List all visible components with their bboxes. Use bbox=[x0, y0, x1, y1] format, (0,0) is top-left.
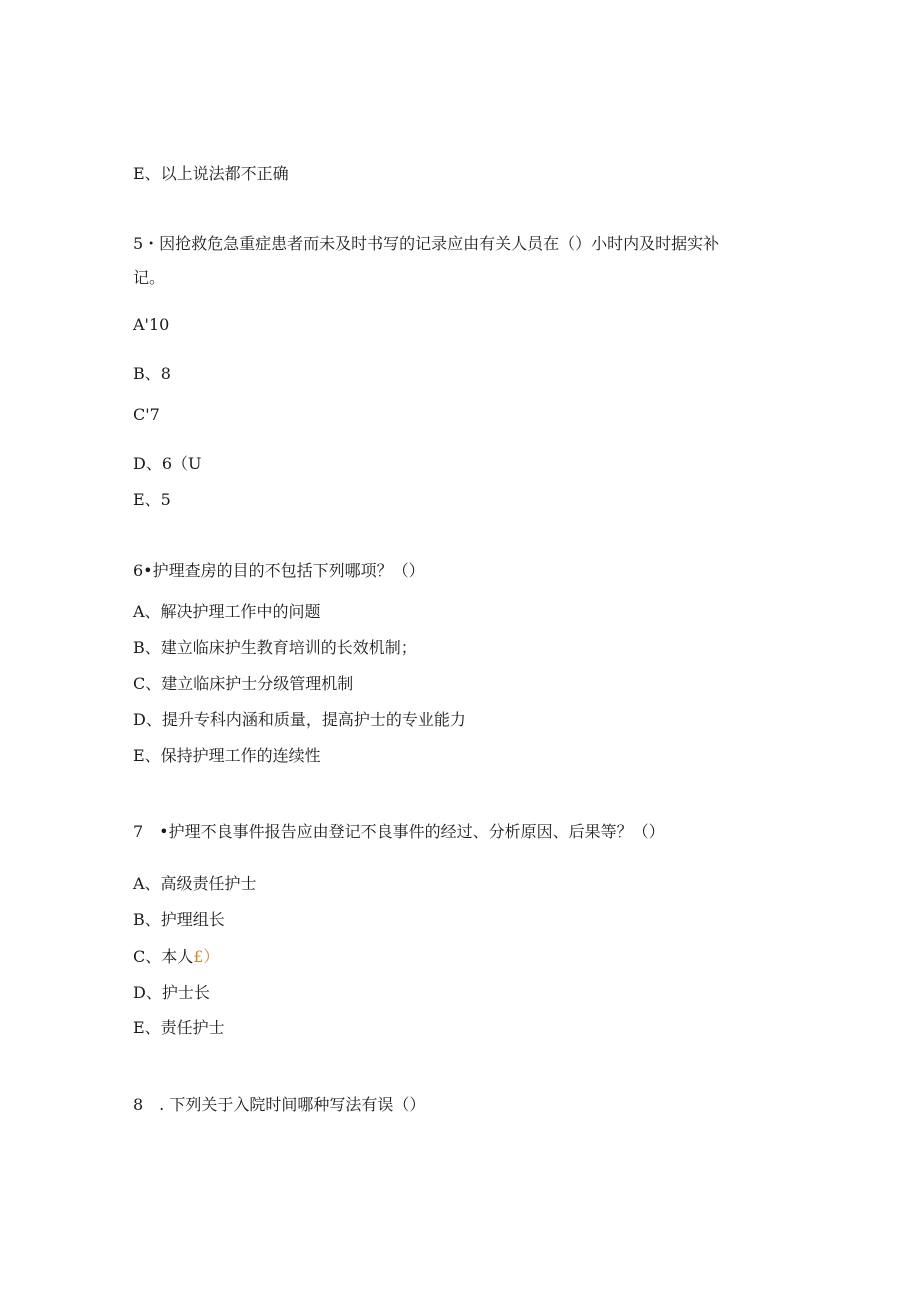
q7-option-c bbox=[133, 947, 219, 967]
q6-question: 6•护理查房的目的不包括下列哪项？（） bbox=[133, 561, 425, 580]
q5-question-line-2: 记。 bbox=[133, 268, 166, 287]
q5-option-c: C'7 bbox=[133, 405, 160, 424]
q6-option-a: A、解决护理工作中的问题 bbox=[133, 602, 321, 621]
q7-option-b: B、护理组长 bbox=[133, 910, 225, 929]
q5-option-d: D、6（U bbox=[133, 454, 202, 473]
q5-option-b: B、8 bbox=[133, 364, 171, 383]
q8-question: 8 . 下列关于入院时间哪种写法有误（） bbox=[133, 1095, 426, 1114]
q5-option-e: E、5 bbox=[133, 490, 171, 509]
q7-option-c-label: C、本人 bbox=[133, 947, 194, 966]
q7-question: 7 •护理不良事件报告应由登记不良事件的经过、分析原因、后果等？（） bbox=[133, 822, 665, 841]
q5-option-a: A'10 bbox=[133, 315, 170, 334]
q4-option-e: E、以上说法都不正确 bbox=[133, 164, 289, 183]
q5-question-line-1: 5・因抢救危急重症患者而未及时书写的记录应由有关人员在（）小时内及时据实补 bbox=[133, 234, 720, 253]
q6-option-c: C、建立临床护士分级管理机制 bbox=[133, 674, 354, 693]
q7-option-d: D、护士长 bbox=[133, 983, 210, 1002]
q6-option-d: D、提升专科内涵和质量，提高护士的专业能力 bbox=[133, 710, 466, 729]
q7-option-a: A、高级责任护士 bbox=[133, 874, 257, 893]
q7-option-c-mark: £） bbox=[193, 947, 220, 966]
q6-option-b: B、建立临床护生教育培训的长效机制； bbox=[133, 638, 417, 657]
q7-option-e: E、责任护士 bbox=[133, 1018, 225, 1037]
q6-option-e: E、保持护理工作的连续性 bbox=[133, 746, 321, 765]
